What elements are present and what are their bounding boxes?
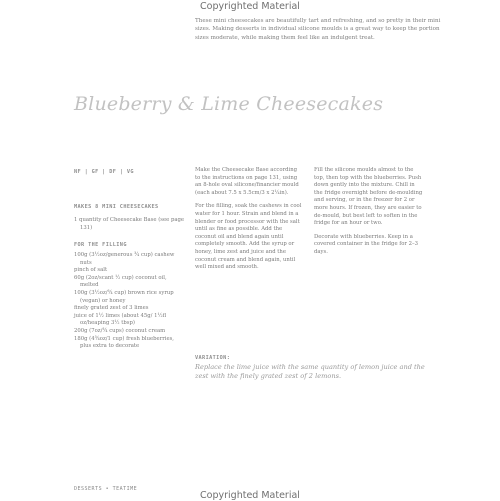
copyright-watermark-bottom: Copyrighted Material bbox=[200, 490, 300, 501]
filling-ingredient: pinch of salt bbox=[74, 267, 108, 274]
recipe-title: Blueberry & Lime Cheesecakes bbox=[74, 93, 384, 115]
copyright-watermark-top: Copyrighted Material bbox=[200, 1, 300, 12]
method-step: Decorate with blueberries. Keep in a covered container in the fridge for 2–3 days. bbox=[314, 233, 419, 255]
intro-paragraph: These mini cheesecakes are beautifully tart and refreshing, and so pretty in their mini sizes. Making desserts in individual silicone moulds is a great way to keep the portion sizes moderate, while making them feel like an indulgent treat. bbox=[195, 18, 441, 41]
yield-heading: MAKES 8 MINI CHEESECAKES bbox=[74, 203, 159, 210]
variation-heading: VARIATION: bbox=[195, 355, 231, 361]
ingredients-column bbox=[74, 165, 186, 351]
method-column-middle bbox=[195, 167, 303, 278]
filling-ingredient: 100g (3½oz/¾ cup) brown rice syrup (vegan) or honey bbox=[74, 289, 174, 304]
variation-block bbox=[195, 355, 425, 382]
intro-text-block bbox=[195, 17, 455, 42]
variation-text: Replace the lime juice with the same quantity of lemon juice and the zest with the finely grated zest of 2 lemons. bbox=[195, 363, 425, 381]
filling-ingredient: 60g (2oz/scant ½ cup) coconut oil, melted bbox=[74, 274, 167, 289]
filling-ingredient: 180g (4¾oz/1 cup) fresh blueberries, plus extra to decorate bbox=[74, 335, 174, 350]
base-ingredient: 1 quantity of Cheesecake Base (see page 131) bbox=[74, 217, 185, 231]
method-column-right bbox=[314, 167, 424, 263]
filling-ingredient: juice of 1½ limes (about 45g/ 1½fl oz/heaping 3½ tbsp) bbox=[74, 312, 167, 327]
filling-ingredient: 100g (3½oz/generous ¾ cup) cashew nuts bbox=[74, 251, 175, 266]
method-step: Make the Cheesecake Base according to the instructions on page 131, using an 8-hole oval silicone/financier mould (each about 7.5 x 5.5cm/3 x 2¼in). bbox=[195, 167, 299, 196]
filling-ingredient: finely grated zest of 3 limes bbox=[74, 305, 149, 312]
method-step: For the filling, soak the cashews in cool water for 1 hour. Strain and blend in a blender or food processor with the salt until as fine as possible. Add the coconut oil and blend again until completely smooth. Add the syrup or honey, lime zest and juice and the coconut cream and blend again, until well mixed and smooth. bbox=[195, 203, 302, 271]
dietary-tags: NF | GF | DF | VG bbox=[74, 169, 134, 175]
method-step: Fill the silicone moulds almost to the top, then top with the blueberries. Push down gently into the mixture. Chill in the fridge overnight before de-moulding and serving, or in the freezer for 2 or more hours. If frozen, they are easier to de-mould, but best left to soften in the fridge for an hour or two. bbox=[314, 167, 423, 227]
filling-ingredient: 200g (7oz/¾ cups) coconut cream bbox=[74, 327, 166, 334]
page-footer: DESSERTS • TEATIME bbox=[74, 486, 138, 492]
filling-heading: FOR THE FILLING bbox=[74, 242, 127, 249]
filling-ingredient-list bbox=[74, 252, 186, 351]
